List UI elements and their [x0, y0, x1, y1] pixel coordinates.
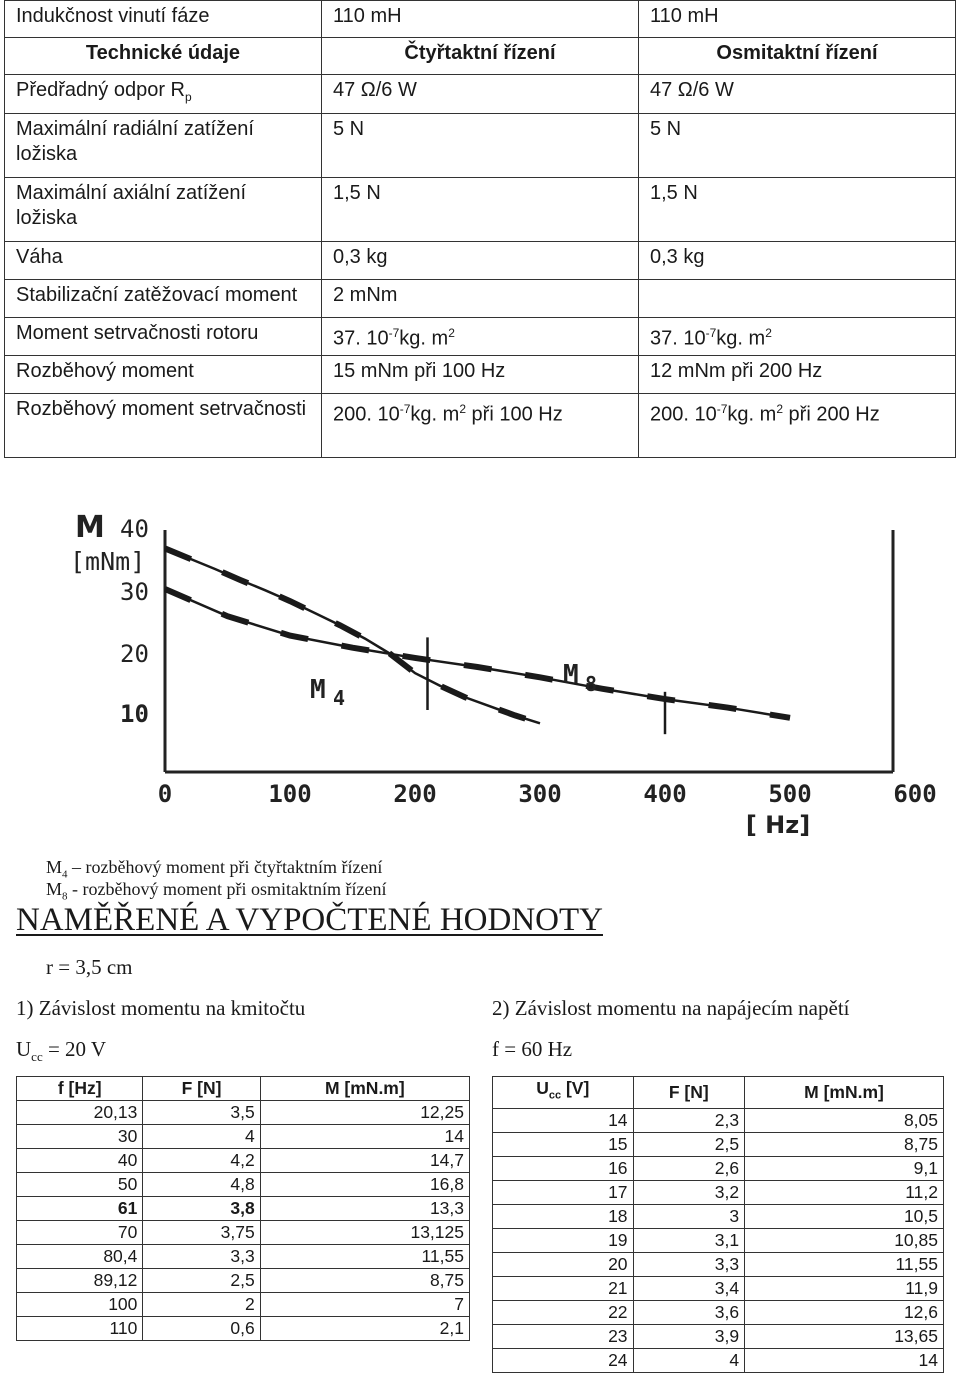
table-cell: 61 [17, 1197, 143, 1221]
spec-row [5, 394, 956, 458]
frequency-table [16, 1076, 470, 1341]
spec-value-4step: 0,3 kg [322, 242, 639, 280]
legend-m4: $M_4$ – rozběhový moment při čtyřtaktním řízení [46, 857, 383, 881]
spec-value-8step: 200. $10^{-7}kg$. $m^2$ při 200 Hz [639, 394, 956, 458]
column-header: F [N] [143, 1077, 260, 1101]
x-tick-label: 400 [643, 780, 687, 808]
table-cell: 50 [17, 1173, 143, 1197]
table-cell: 18 [493, 1204, 634, 1228]
table-cell: 13,65 [745, 1324, 944, 1348]
table-row [493, 1276, 944, 1300]
spec-row [5, 75, 956, 114]
table-cell: 3,6 [633, 1300, 745, 1324]
table-cell: 14 [745, 1348, 944, 1372]
x-tick-label: 200 [393, 780, 437, 808]
table-cell: 3,2 [633, 1180, 745, 1204]
table-row [493, 1204, 944, 1228]
table-cell: 0,6 [143, 1317, 260, 1341]
table-header-row [17, 1077, 470, 1101]
specification-table [4, 0, 956, 458]
table-cell: 10,85 [745, 1228, 944, 1252]
column-header: F [N] [633, 1077, 745, 1109]
spec-value-4step: 47 Ω/6 W [322, 75, 639, 114]
table-cell: 2,5 [143, 1269, 260, 1293]
table-cell: 22 [493, 1300, 634, 1324]
table-cell: 24 [493, 1348, 634, 1372]
table-cell: 11,2 [745, 1180, 944, 1204]
column-header: f [Hz] [17, 1077, 143, 1101]
y-tick-label: 40 [120, 515, 149, 543]
table-cell: 70 [17, 1221, 143, 1245]
table-cell: 3 [633, 1204, 745, 1228]
table-cell: 7 [260, 1293, 469, 1317]
table-row [493, 1108, 944, 1132]
spec-value-4step: 200. $10^{-7}kg$. $m^2$ při 100 Hz [322, 394, 639, 458]
spec-label: Rozběhový moment setrvačnosti [5, 394, 322, 458]
spec-value-8step: 47 Ω/6 W [639, 75, 956, 114]
table-cell: 13,3 [260, 1197, 469, 1221]
table-cell: 13,125 [260, 1221, 469, 1245]
table-cell: 2,1 [260, 1317, 469, 1341]
spec-value-8step: 12 mNm při 200 Hz [639, 356, 956, 394]
spec-value-8step: 37. $10^{-7}kg$. $m^2$ [639, 318, 956, 356]
spec-label: Maximální axiální zatížení ložiska [5, 178, 322, 242]
spec-value-8step: 1,5 N [639, 178, 956, 242]
table-row [17, 1269, 470, 1293]
column-header: $U_{cc}$ [V] [493, 1077, 634, 1109]
table-row [17, 1173, 470, 1197]
x-tick-label: 0 [157, 780, 173, 808]
spec-label: Indukčnost vinutí fáze [5, 1, 322, 38]
table-row [493, 1132, 944, 1156]
spec-label: Technické údaje [5, 38, 322, 75]
table-cell: 4 [633, 1348, 745, 1372]
table-row [17, 1221, 470, 1245]
table-cell: 3,9 [633, 1324, 745, 1348]
table-cell: 3,5 [143, 1101, 260, 1125]
table-cell: 40 [17, 1149, 143, 1173]
section-1-title: 1) Závislost momentu na kmitočtu [16, 996, 306, 1020]
table-cell: 8,75 [260, 1269, 469, 1293]
table-row [493, 1252, 944, 1276]
spec-value-4step: 110 mH [322, 1, 639, 38]
spec-value-4step: 1,5 N [322, 178, 639, 242]
table-cell: 3,4 [633, 1276, 745, 1300]
table-row [17, 1197, 470, 1221]
table-cell: 2,5 [633, 1132, 745, 1156]
table-cell: 3,8 [143, 1197, 260, 1221]
table-cell: 3,1 [633, 1228, 745, 1252]
table-cell: 15 [493, 1132, 634, 1156]
column-header: M [mN.m] [260, 1077, 469, 1101]
table-cell: 14,7 [260, 1149, 469, 1173]
table-row [493, 1324, 944, 1348]
y-axis-unit: [mNm] [70, 547, 146, 576]
table-cell: 2 [143, 1293, 260, 1317]
spec-value-8step [639, 280, 956, 318]
x-axis-label: [ Hz] [745, 811, 811, 839]
torque-frequency-chart [0, 500, 960, 850]
spec-value-4step: 37. $10^{-7}kg$. $m^2$ [322, 318, 639, 356]
spec-label: Stabilizační zatěžovací moment [5, 280, 322, 318]
spec-row [5, 280, 956, 318]
table-row [17, 1125, 470, 1149]
table-cell: 20 [493, 1252, 634, 1276]
legend-m8: $M_8$ - rozběhový moment při osmitaktním řízení [46, 879, 387, 903]
spec-value-8step: Osmitaktní řízení [639, 38, 956, 75]
section-heading: NAMĚŘENÉ A VYPOČTENÉ HODNOTY [16, 902, 603, 938]
table-row [493, 1156, 944, 1180]
x-tick-label: 500 [768, 780, 812, 808]
spec-value-4step: Čtyřtaktní řízení [322, 38, 639, 75]
spec-value-8step: 0,3 kg [639, 242, 956, 280]
series-label-m8-sub: 8 [585, 672, 598, 696]
table-cell: 80,4 [17, 1245, 143, 1269]
spec-value-4step: 5 N [322, 114, 639, 178]
table-cell: 89,12 [17, 1269, 143, 1293]
spec-label: Rozběhový moment [5, 356, 322, 394]
table-cell: 14 [260, 1125, 469, 1149]
table-cell: 8,05 [745, 1108, 944, 1132]
spec-value-4step: 2 mNm [322, 280, 639, 318]
table-cell: 21 [493, 1276, 634, 1300]
table-cell: 4,8 [143, 1173, 260, 1197]
table-cell: 12,6 [745, 1300, 944, 1324]
section-2-title: 2) Závislost momentu na napájecím napětí [492, 996, 850, 1020]
table-row [493, 1348, 944, 1372]
spec-header-row [5, 38, 956, 75]
radius-value: r = 3,5 cm [46, 955, 133, 979]
table-cell: 2,3 [633, 1108, 745, 1132]
y-tick-label: 10 [120, 700, 149, 728]
table-cell: 11,55 [745, 1252, 944, 1276]
spec-label: Váha [5, 242, 322, 280]
series-line-m8 [165, 589, 790, 718]
table-cell: 20,13 [17, 1101, 143, 1125]
table-cell: 23 [493, 1324, 634, 1348]
table-cell: 11,9 [745, 1276, 944, 1300]
table-row [493, 1228, 944, 1252]
spec-label: Moment setrvačnosti rotoru [5, 318, 322, 356]
table-header-row [493, 1077, 944, 1109]
x-tick-label: 600 [893, 780, 937, 808]
table-cell: 3,3 [633, 1252, 745, 1276]
spec-row [5, 114, 956, 178]
column-header: M [mN.m] [745, 1077, 944, 1109]
table-cell: 8,75 [745, 1132, 944, 1156]
table-cell: 100 [17, 1293, 143, 1317]
x-tick-label: 100 [268, 780, 312, 808]
y-tick-label: 20 [120, 640, 149, 668]
table-cell: 17 [493, 1180, 634, 1204]
table-cell: 3,3 [143, 1245, 260, 1269]
voltage-table [492, 1076, 944, 1373]
table-row [17, 1245, 470, 1269]
section-2-condition: f = 60 Hz [492, 1037, 573, 1061]
series-label-m4: M [310, 675, 326, 705]
table-cell: 9,1 [745, 1156, 944, 1180]
table-row [17, 1293, 470, 1317]
table-cell: 2,6 [633, 1156, 745, 1180]
spec-value-4step: 15 mNm při 100 Hz [322, 356, 639, 394]
series-dashes-m8 [165, 589, 790, 718]
series-label-m4-sub: 4 [333, 686, 346, 710]
table-row [17, 1317, 470, 1341]
table-cell: 14 [493, 1108, 634, 1132]
table-cell: 16,8 [260, 1173, 469, 1197]
table-cell: 30 [17, 1125, 143, 1149]
spec-row [5, 356, 956, 394]
y-axis-symbol: M [75, 510, 105, 545]
spec-row [5, 1, 956, 38]
x-tick-label: 300 [518, 780, 562, 808]
y-tick-label: 30 [120, 578, 149, 606]
spec-row [5, 242, 956, 280]
spec-value-8step: 5 N [639, 114, 956, 178]
table-cell: 11,55 [260, 1245, 469, 1269]
table-row [493, 1300, 944, 1324]
table-row [17, 1101, 470, 1125]
series-label-m8: M [563, 660, 579, 690]
table-row [17, 1149, 470, 1173]
table-cell: 16 [493, 1156, 634, 1180]
table-cell: 10,5 [745, 1204, 944, 1228]
table-cell: 110 [17, 1317, 143, 1341]
spec-row [5, 318, 956, 356]
spec-label: Předřadný odpor $R_p$ [5, 75, 322, 114]
section-1-condition: $U_{cc} = 20$ V [16, 1037, 107, 1065]
table-row [493, 1180, 944, 1204]
spec-value-8step: 110 mH [639, 1, 956, 38]
table-cell: 3,75 [143, 1221, 260, 1245]
table-cell: 4 [143, 1125, 260, 1149]
spec-row [5, 178, 956, 242]
table-cell: 19 [493, 1228, 634, 1252]
spec-label: Maximální radiální zatížení ložiska [5, 114, 322, 178]
table-cell: 12,25 [260, 1101, 469, 1125]
table-cell: 4,2 [143, 1149, 260, 1173]
series-dashes-m4 [165, 548, 540, 723]
